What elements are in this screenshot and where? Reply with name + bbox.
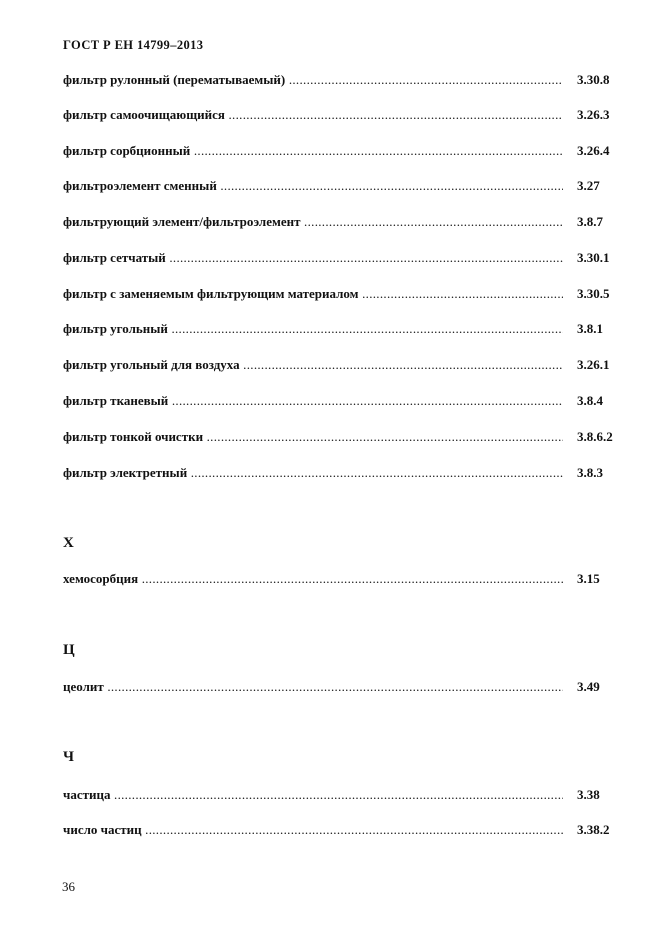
index-reference: 3.27 [577,178,600,193]
index-term: хемосорбция ..... [63,570,563,588]
index-reference: 3.8.7 [577,214,603,229]
index-reference: 3.15 [577,571,600,586]
index-entry [63,821,623,839]
index-entry [63,320,623,338]
index-entry [63,249,623,267]
index-term: фильтр с заменяемым фильтрующим материалом ..... [63,285,563,303]
index-reference: 3.38 [577,787,600,802]
index-term: число частиц ..... [63,821,563,839]
index-entry [63,428,623,446]
index-entry [63,392,623,410]
index-entry [63,177,623,195]
index-term: цеолит ..... [63,678,563,696]
index-reference: 3.30.8 [577,72,610,87]
index-reference: 3.30.5 [577,286,610,301]
index-term: фильтр электретный ..... [63,464,563,482]
index-entry [63,213,623,231]
document-header: ГОСТ Р ЕН 14799–2013 [63,38,204,52]
index-term: фильтр угольный ..... [63,320,563,338]
section-letter: Ц [63,642,75,658]
section-letter: Ч [63,749,75,765]
index-entry [63,285,623,303]
index-term: фильтр самоочищающийся ..... [63,106,563,124]
index-reference: 3.8.1 [577,321,603,336]
index-reference: 3.26.1 [577,357,610,372]
index-entry [63,106,623,124]
index-entry [63,71,623,89]
index-term: фильтроэлемент сменный ..... [63,177,563,195]
index-reference: 3.38.2 [577,822,610,837]
index-entry [63,464,623,482]
section-letter: Х [63,535,74,551]
index-entry [63,570,623,588]
index-reference: 3.8.6.2 [577,429,613,444]
index-entry [63,786,623,804]
index-term: фильтр тонкой очистки ..... [63,428,563,446]
index-term: фильтр рулонный (перематываемый) ..... [63,71,563,89]
index-term: частица ..... [63,786,563,804]
index-reference: 3.26.3 [577,107,610,122]
index-term: фильтрующий элемент/фильтроэлемент ..... [63,213,563,231]
index-entry [63,678,623,696]
index-entry [63,356,623,374]
index-reference: 3.30.1 [577,250,610,265]
index-reference: 3.8.3 [577,465,603,480]
index-reference: 3.8.4 [577,393,603,408]
index-term: фильтр сетчатый ..... [63,249,563,267]
index-reference: 3.49 [577,679,600,694]
index-term: фильтр угольный для воздуха ..... [63,356,563,374]
index-reference: 3.26.4 [577,143,610,158]
index-term: фильтр тканевый ..... [63,392,563,410]
index-term: фильтр сорбционный ..... [63,142,563,160]
page-number: 36 [62,879,75,894]
index-entry [63,142,623,160]
